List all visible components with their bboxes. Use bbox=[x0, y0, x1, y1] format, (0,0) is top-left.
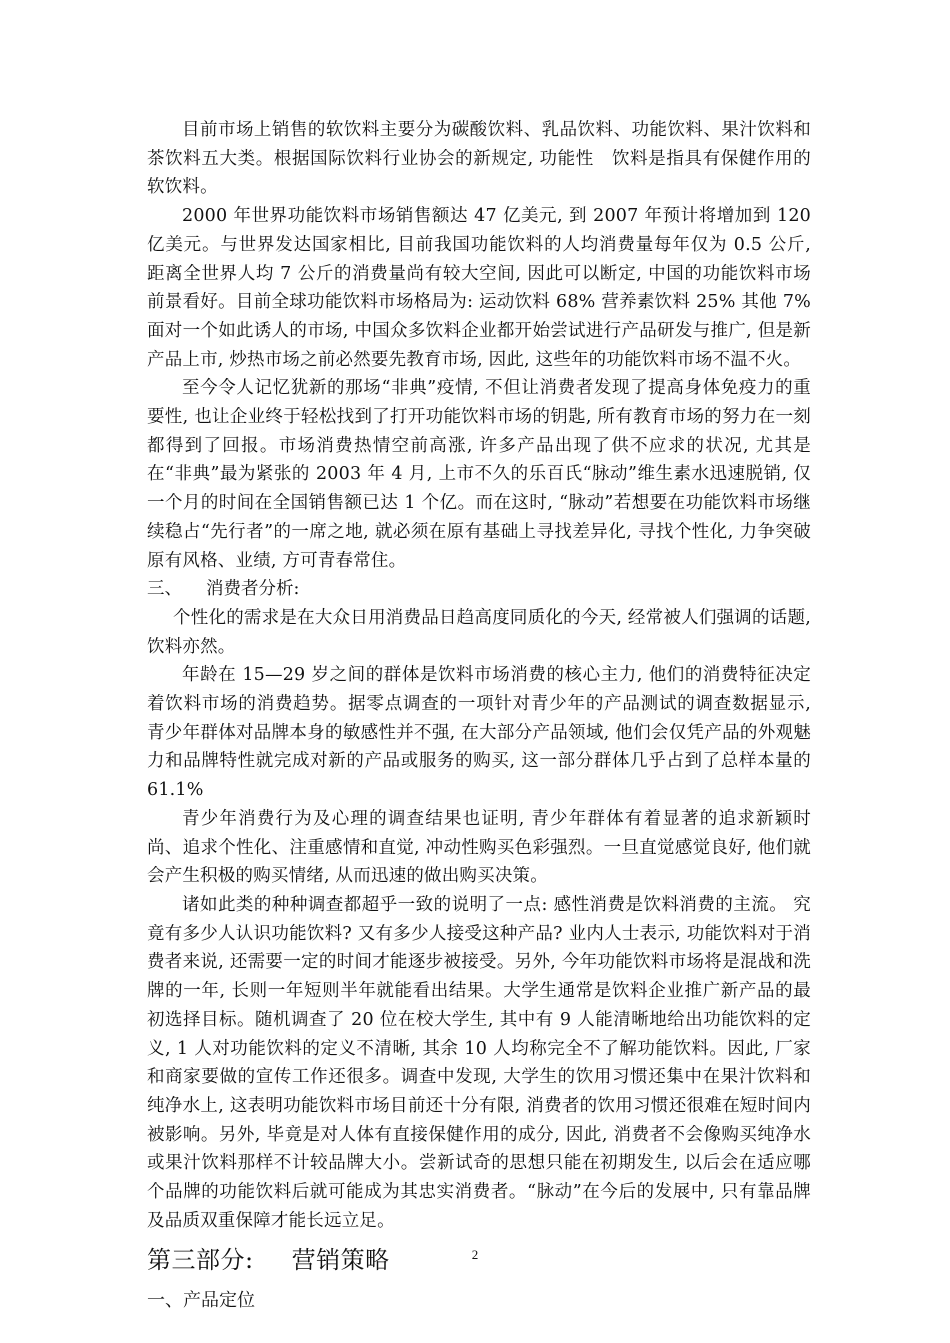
part-label: 第三部分: bbox=[147, 1246, 254, 1275]
section-heading-consumer-analysis bbox=[147, 575, 811, 604]
section-title: 消费者分析: bbox=[206, 579, 300, 600]
paragraph-soft-drink-categories: 目前市场上销售的软饮料主要分为碳酸饮料、乳品饮料、功能饮料、果汁饮料和茶饮料五大类。根据国际饮料行业协会的新规定, 功能性 饮料是指具有保健作用的软饮料。 bbox=[147, 120, 811, 198]
paragraph-survey-results: 诸如此类的种种调查都超乎一致的说明了一点: 感性消费是饮料消费的主流。 究竟有多少人认识功能饮料? 又有多少人接受这种产品? 业内人士表示, 功能饮料对于消费者来说, 还需要一定的时间才能逐步被接受。另外, 今年功能饮料市场将是混战和洗牌的一年, 长则一年短则半年就能看出结果。大学生通常是饮料企业推广新产品的最初选择目标。随机调查了 20 位在校大学生, 其中有 9 人能清晰地给出功能饮料的定义, 1 人对功能饮料的定义不清晰, 其余 10 人均称完全不了解功能饮料。因此, 厂家和商家要做的宣传工作还很多。调查中发现, 大学生的饮用习惯还集中在果汁饮料和纯净水上, 这表明功能饮料市场目前还十分有限, 消费者的饮用习惯还很难在短时间内被影响。另外, 毕竟是对人体有直接保健作用的成分, 因此, 消费者不会像购买纯净水或果汁饮料那样不计较品牌大小。尝新试奇的思想只能在初期发生, 以后会在适应哪个品牌的功能饮料后就可能成为其忠实消费者。“脉动”在今后的发展中, 只有靠品牌及品质双重保障才能长远立足。 bbox=[147, 894, 811, 1231]
paragraph-age-group: 年龄在 15—29 岁之间的群体是饮料市场消费的核心主力, 他们的消费特征决定着饮料市场的消费趋势。据零点调查的一项针对青少年的产品测试的调查数据显示, 青少年群体对品牌本身的敏感性并不强, 在大部分产品领域, 他们会仅凭产品的外观魅力和品牌特性就完成对新的产品或服务的购买, 这一部分群体几乎占到了总样本量的 61.1% bbox=[147, 665, 811, 801]
page-number: 2 bbox=[471, 1247, 479, 1262]
section-number: 三、 bbox=[147, 579, 182, 600]
part-title: 营销策略 bbox=[291, 1246, 390, 1275]
paragraph-personalization: 个性化的需求是在大众日用消费品日趋高度同质化的今天, 经常被人们强调的话题, 饮料亦然。 bbox=[147, 607, 811, 657]
paragraph-youth-behavior: 青少年消费行为及心理的调查结果也证明, 青少年群体有着显著的追求新颖时尚、追求个性化、注重感情和直觉, 冲动性购买色彩强烈。一旦直觉感觉良好, 他们就会产生积极的购买情绪, 从而迅速的做出购买决策。 bbox=[147, 808, 811, 887]
paragraph-market-size: 2000 年世界功能饮料市场销售额达 47 亿美元, 到 2007 年预计将增加到 120 亿美元。与世界发达国家相比, 目前我国功能饮料的人均消费量每年仅为 0.5 公斤, 距离全世界人均 7 公斤的消费量尚有较大空间, 因此可以断定, 中国的功能饮料市场前景看好。目前全球功能饮料市场格局为: 运动饮料 68% 营养素饮料 25% 其他 7% 面对一个如此诱人的市场, 中国众多饮料企业都开始尝试进行产品研发与推广, 但是新产品上市, 炒热市场之前必然要先教育市场, 因此, 这些年的功能饮料市场不温不火。 bbox=[147, 206, 811, 370]
document-body bbox=[147, 116, 811, 1319]
paragraph-sars-opportunity: 至今令人记忆犹新的那场“非典”疫情, 不但让消费者发现了提高身体免疫力的重要性, 也让企业终于轻松找到了打开功能饮料市场的钥匙, 所有教育市场的努力在一刻都得到了回报。市场消费热情空前高涨, 许多产品出现了供不应求的状况, 尤其是在“非典”最为紧张的 2003 年 4 月, 上市不久的乐百氏“脉动”维生素水迅速脱销, 仅一个月的时间在全国销售额已达 1 个亿。而在这时, “脉动”若想要在功能饮料市场继续稳占“先行者”的一席之地, 就必须在原有基础上寻找差异化, 寻找个性化, 力争突破原有风格、业绩, 方可青春常住。 bbox=[147, 378, 811, 571]
subheading-product-positioning: 一、产品定位 bbox=[147, 1290, 255, 1312]
